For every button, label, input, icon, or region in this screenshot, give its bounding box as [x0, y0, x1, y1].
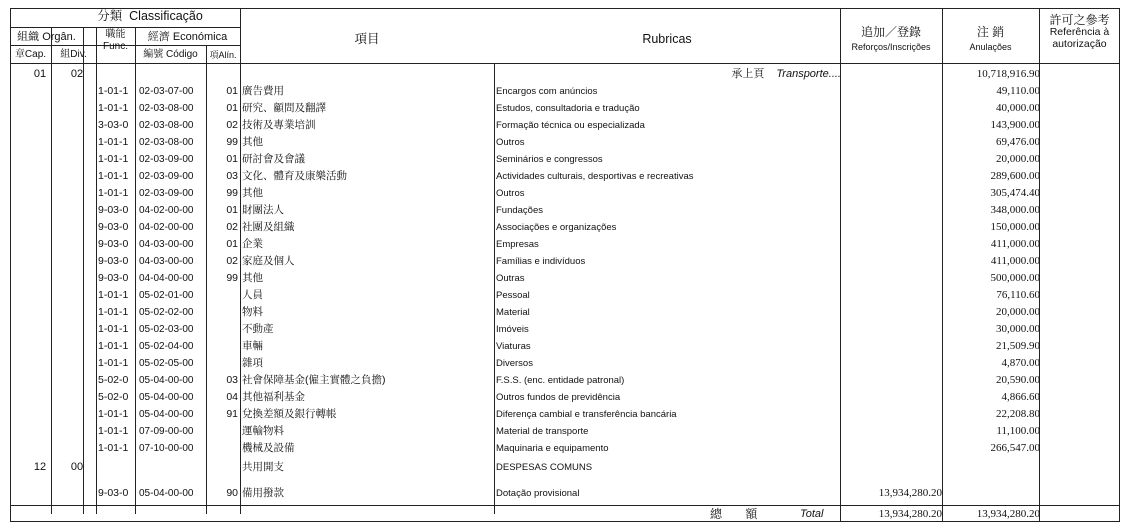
- item-pt-cell: Outros fundos de previdência: [496, 392, 621, 403]
- code-cell: 04-03-00-00: [139, 239, 194, 250]
- item-cn-cell: 機械及設備: [242, 442, 295, 454]
- item-cn-cell: 雜項: [242, 357, 263, 369]
- division-cell: 02: [70, 68, 84, 80]
- functional-cell: 3-03-0: [98, 119, 129, 131]
- table-row: [10, 304, 1120, 321]
- item-cn-cell: 家庭及個人: [242, 255, 295, 267]
- item-cn-cell: 兌換差額及銀行轉帳: [242, 408, 337, 420]
- anulacoes-cell: 21,509.90: [996, 340, 1040, 352]
- code-cell: 02-03-09-00: [139, 171, 194, 182]
- table-row: [10, 372, 1120, 389]
- item-pt-cell: Empresas: [496, 239, 539, 250]
- functional-cell: 9-03-0: [98, 221, 129, 233]
- item-cn-cell: 備用撥款: [242, 487, 284, 499]
- functional-cell: 1-01-1: [98, 102, 129, 114]
- anulacoes-cell: 289,600.00: [990, 170, 1040, 182]
- functional-cell: 1-01-1: [98, 340, 129, 352]
- code-cell: 05-04-00-00: [139, 409, 194, 420]
- anulacoes-cell: 150,000.00: [990, 221, 1040, 233]
- anulacoes-cell: 266,547.00: [990, 442, 1040, 454]
- code-cell: 02-03-08-00: [139, 137, 194, 148]
- item-pt-cell: Maquinaria e equipamento: [496, 443, 609, 454]
- functional-cell: 1-01-1: [98, 289, 129, 301]
- alinea-cell: 03: [226, 170, 238, 182]
- classification-header: 分類 Classificação: [97, 9, 203, 23]
- chapter-cell: 12: [33, 461, 47, 473]
- code-cell: 05-02-02-00: [139, 307, 194, 318]
- functional-cell: 1-01-1: [98, 153, 129, 165]
- item-cn-cell: 研究、顧問及翻譯: [242, 102, 326, 114]
- table-row: [10, 83, 1120, 100]
- chapter-cell: 01: [33, 68, 47, 80]
- table-row: [10, 151, 1120, 168]
- transporte-label: 承上頁 Transporte....: [731, 68, 841, 80]
- rubricas-header: Rubricas: [642, 32, 692, 46]
- alinea-cell: 03: [226, 374, 238, 386]
- anulacoes-cell: 4,870.00: [1001, 357, 1040, 369]
- alinea-cell: 01: [226, 102, 238, 114]
- alinea-cell: 99: [226, 272, 238, 284]
- grid-line: [10, 63, 1120, 64]
- item-pt-cell: Viaturas: [496, 341, 531, 352]
- item-cn-cell: 人員: [242, 289, 263, 301]
- division-header: 組Div.: [60, 49, 87, 60]
- item-cn-cell: 不動產: [242, 323, 274, 335]
- item-cn-cell: 財團法人: [242, 204, 284, 216]
- alinea-cell: 90: [226, 487, 238, 499]
- anulacoes-cell: 20,590.00: [996, 374, 1040, 386]
- functional-cell: 1-01-1: [98, 425, 129, 437]
- total-reforcos: 13,934,280.20: [878, 508, 942, 520]
- alinea-cell: 02: [226, 119, 238, 131]
- functional-cell: 1-01-1: [98, 85, 129, 97]
- code-cell: 05-04-00-00: [139, 392, 194, 403]
- anulacoes-cell: 411,000.00: [990, 255, 1040, 267]
- table-row: [10, 134, 1120, 151]
- code-cell: 02-03-09-00: [139, 154, 194, 165]
- item-pt-cell: Outros: [496, 137, 525, 148]
- economic-header: 經濟 Económica: [147, 31, 228, 43]
- anulacoes-cell: 11,100.00: [996, 425, 1040, 437]
- item-pt-cell: Material de transporte: [496, 426, 589, 437]
- code-cell: 07-10-00-00: [139, 443, 194, 454]
- item-pt-cell: Dotação provisional: [496, 488, 580, 499]
- common-expenses-row: [10, 459, 1120, 476]
- item-pt-cell: Seminários e congressos: [496, 154, 603, 165]
- item-cn-cell: 廣告費用: [242, 85, 284, 97]
- total-anulacoes: 13,934,280.20: [976, 508, 1040, 520]
- item-pt-cell: Actividades culturais, desportivas e recreativas: [496, 171, 694, 182]
- item-cn-cell: 文化、體育及康樂活動: [242, 170, 347, 182]
- anulacoes-cell: 10,718,916.90: [976, 68, 1040, 80]
- item-cn-cell: 企業: [242, 238, 263, 250]
- alinea-cell: 99: [226, 187, 238, 199]
- anulacoes-cell: 20,000.00: [996, 153, 1040, 165]
- anulacoes-cell: 348,000.00: [990, 204, 1040, 216]
- item-pt-cell: Formação técnica ou especializada: [496, 120, 645, 131]
- alinea-cell: 04: [226, 391, 238, 403]
- code-cell: 04-02-00-00: [139, 205, 194, 216]
- anulacoes-cell: 40,000.00: [996, 102, 1040, 114]
- code-cell: 05-04-00-00: [139, 488, 194, 499]
- item-pt-cell: Imóveis: [496, 324, 529, 335]
- item-pt-cell: DESPESAS COMUNS: [496, 462, 593, 473]
- alinea-cell: 01: [226, 238, 238, 250]
- anulacoes-cell: 411,000.00: [990, 238, 1040, 250]
- division-cell: 00: [70, 461, 84, 473]
- item-pt-cell: F.S.S. (enc. entidade patronal): [496, 375, 625, 386]
- item-pt-cell: Diferença cambial e transferência bancária: [496, 409, 677, 420]
- table-row: [10, 389, 1120, 406]
- anulacoes-cell: 22,208.80: [996, 408, 1040, 420]
- table-row: [10, 219, 1120, 236]
- authorization-header: 許可之參考 Referência à autorização: [1049, 13, 1110, 50]
- code-cell: 05-02-04-00: [139, 341, 194, 352]
- functional-header: 職能 Func.: [102, 29, 128, 52]
- item-pt-cell: Outros: [496, 188, 525, 199]
- anulacoes-cell: 76,110.60: [996, 289, 1040, 301]
- functional-cell: 1-01-1: [98, 357, 129, 369]
- anulacoes-cell: 20,000.00: [996, 306, 1040, 318]
- carried-forward-row: [10, 66, 1120, 83]
- code-header: 編號 Código: [143, 49, 198, 60]
- item-pt-cell: Associações e organizações: [496, 222, 617, 233]
- item-pt-cell: Pessoal: [496, 290, 530, 301]
- alinea-header: 項Alín.: [209, 50, 237, 60]
- functional-cell: 9-03-0: [98, 204, 129, 216]
- alinea-cell: 99: [226, 136, 238, 148]
- item-cn-cell: 其他: [242, 272, 263, 284]
- alinea-cell: 01: [226, 85, 238, 97]
- anulacoes-cell: 143,900.00: [990, 119, 1040, 131]
- functional-cell: 1-01-1: [98, 187, 129, 199]
- item-cn-cell: 其他: [242, 187, 263, 199]
- code-cell: 04-04-00-00: [139, 273, 194, 284]
- code-cell: 02-03-08-00: [139, 120, 194, 131]
- alinea-cell: 01: [226, 204, 238, 216]
- item-pt-cell: Famílias e indivíduos: [496, 256, 586, 267]
- organic-header: 組織 Orgân.: [17, 31, 76, 43]
- functional-cell: 5-02-0: [98, 374, 129, 386]
- code-cell: 04-02-00-00: [139, 222, 194, 233]
- functional-cell: 1-01-1: [98, 136, 129, 148]
- item-pt-cell: Estudos, consultadoria e tradução: [496, 103, 640, 114]
- alinea-cell: 01: [226, 153, 238, 165]
- table-row: [10, 321, 1120, 338]
- anulacoes-cell: 305,474.40: [990, 187, 1040, 199]
- table-row: [10, 287, 1120, 304]
- table-row: [10, 168, 1120, 185]
- table-row: [10, 406, 1120, 423]
- item-pt-cell: Outras: [496, 273, 525, 284]
- functional-cell: 9-03-0: [98, 487, 129, 499]
- item-cn-cell: 技術及專業培訓: [242, 119, 316, 131]
- grid-line: [10, 27, 240, 28]
- chapter-header: 章Cap.: [14, 49, 47, 60]
- functional-cell: 1-01-1: [98, 408, 129, 420]
- table-row: [10, 440, 1120, 457]
- anulacoes-cell: 4,866.60: [1001, 391, 1040, 403]
- item-cn-cell: 其他福利基金: [242, 391, 305, 403]
- reforcos-cell: 13,934,280.20: [878, 487, 942, 499]
- item-pt-cell: Encargos com anúncios: [496, 86, 598, 97]
- functional-cell: 1-01-1: [98, 306, 129, 318]
- table-row: [10, 185, 1120, 202]
- functional-cell: 9-03-0: [98, 255, 129, 267]
- code-cell: 05-04-00-00: [139, 375, 194, 386]
- table-row: [10, 355, 1120, 372]
- item-cn-cell: 研討會及會議: [242, 153, 305, 165]
- item-cn-cell: 物料: [242, 306, 263, 318]
- functional-cell: 1-01-1: [98, 170, 129, 182]
- code-cell: 05-02-03-00: [139, 324, 194, 335]
- functional-cell: 9-03-0: [98, 272, 129, 284]
- anulacoes-cell: 30,000.00: [996, 323, 1040, 335]
- code-cell: 07-09-00-00: [139, 426, 194, 437]
- table-row: [10, 253, 1120, 270]
- anulacoes-header: 注 銷 Anulações: [969, 25, 1012, 52]
- item-cn-cell: 社團及組織: [242, 221, 295, 233]
- anulacoes-cell: 49,110.00: [996, 85, 1040, 97]
- total-label-cn: 總 額: [710, 507, 768, 521]
- code-cell: 02-03-08-00: [139, 103, 194, 114]
- code-cell: 02-03-07-00: [139, 86, 194, 97]
- functional-cell: 5-02-0: [98, 391, 129, 403]
- alinea-cell: 02: [226, 255, 238, 267]
- item-cn-cell: 車輛: [242, 340, 263, 352]
- alinea-cell: 91: [226, 408, 238, 420]
- provisional-row: [10, 485, 1120, 502]
- item-cn-cell: 社會保障基金(僱主實體之負擔): [242, 374, 386, 386]
- item-cn-cell: 運輸物料: [242, 425, 284, 437]
- table-row: [10, 117, 1120, 134]
- table-row: [10, 270, 1120, 287]
- alinea-cell: 02: [226, 221, 238, 233]
- table-row: [10, 236, 1120, 253]
- table-row: [10, 100, 1120, 117]
- item-pt-cell: Fundações: [496, 205, 544, 216]
- item-cn-cell: 其他: [242, 136, 263, 148]
- anulacoes-cell: 500,000.00: [990, 272, 1040, 284]
- functional-cell: 1-01-1: [98, 442, 129, 454]
- code-cell: 04-03-00-00: [139, 256, 194, 267]
- item-pt-cell: Diversos: [496, 358, 533, 369]
- code-cell: 05-02-01-00: [139, 290, 194, 301]
- functional-cell: 9-03-0: [98, 238, 129, 250]
- table-row: [10, 202, 1120, 219]
- anulacoes-cell: 69,476.00: [996, 136, 1040, 148]
- items-cn-header: 項目: [354, 32, 380, 46]
- reforcos-header: 追加／登錄 Reforços/Inscrições: [851, 25, 931, 52]
- table-row: [10, 338, 1120, 355]
- code-cell: 02-03-09-00: [139, 188, 194, 199]
- total-row: [10, 506, 1120, 523]
- item-cn-cell: 共用開支: [242, 461, 284, 473]
- code-cell: 05-02-05-00: [139, 358, 194, 369]
- functional-cell: 1-01-1: [98, 323, 129, 335]
- total-label-pt: Total: [800, 508, 824, 520]
- table-row: [10, 423, 1120, 440]
- item-pt-cell: Material: [496, 307, 530, 318]
